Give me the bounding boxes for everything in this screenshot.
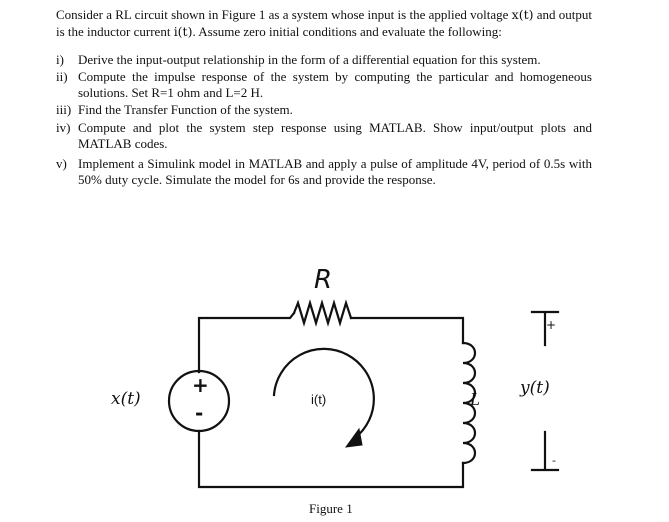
figure-caption: Figure 1	[309, 501, 353, 516]
wire-top-right	[351, 318, 463, 343]
task-text: Derive the input-output relationship in the form of a differential equation for this system.	[78, 52, 541, 67]
output-signal-symbol: i(t)	[173, 24, 193, 39]
intro-text-2: and output is the inductor current	[56, 7, 593, 39]
task-text: Find the Transfer Function of the system.	[78, 102, 293, 117]
wire-bottom	[199, 431, 463, 487]
intro-text-3: . Assume zero initial conditions and evaluate the following:	[192, 24, 502, 39]
task-number: iv)	[56, 120, 71, 135]
intro-text-1: Consider a RL circuit shown in Figure 1 as a system whose input is the applied voltage	[56, 7, 509, 22]
task-number: ii)	[56, 69, 68, 84]
task-text: Compute the impulse response of the system by computing the particular and homogeneous solutions. Set R=1 ohm and L=2 H.	[78, 69, 592, 100]
source-minus-sign: -	[195, 401, 204, 425]
output-plus-sign: +	[546, 318, 557, 332]
current-arrowhead	[346, 429, 362, 447]
inductor-label: L	[470, 389, 481, 409]
output-minus-sign: -	[552, 454, 556, 467]
wire-top-left	[199, 313, 294, 372]
task-text: Compute and plot the system step response using MATLAB. Show input/output plots and MATLAB codes.	[78, 120, 592, 151]
task-number: v)	[56, 156, 67, 171]
input-signal-symbol: x(t)	[511, 7, 534, 22]
source-label: x(t)	[111, 389, 141, 409]
task-number: iii)	[56, 102, 72, 117]
resistor-label: R	[314, 265, 333, 295]
current-label: i(t)	[311, 392, 327, 407]
output-label: y(t)	[520, 378, 550, 398]
source-plus-sign: +	[192, 373, 209, 397]
task-text: Implement a Simulink model in MATLAB and apply a pulse of amplitude 4V, period of 0.5s with 50% duty cycle. Simulate the model for 6s and provide the response.	[78, 156, 592, 187]
task-number: i)	[56, 52, 64, 67]
resistor-symbol	[294, 303, 351, 323]
